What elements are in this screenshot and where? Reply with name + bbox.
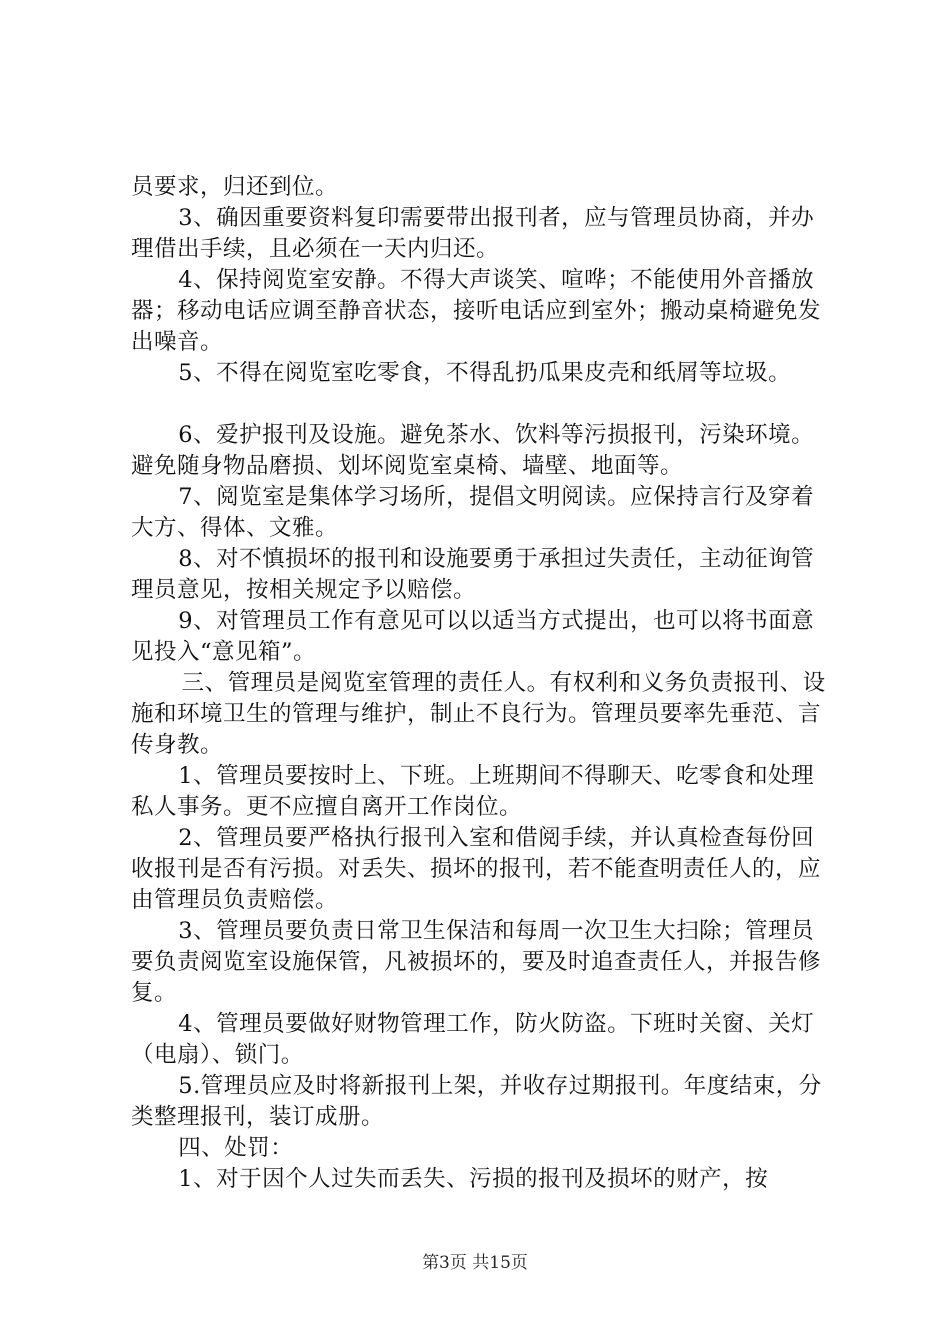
paragraph-admin-5: 5.管理员应及时将新报刊上架，并收存过期报刊。年度结束，分类整理报刊，装订成册。 (131, 1073, 822, 1130)
paragraph-rule-6: 6、爱护报刊及设施。避免茶水、饮料等污损报刊，污染环境。避免随身物品磨损、划坏阅览室桌椅、墙壁、地面等。 (131, 422, 815, 479)
paragraph-admin-4: 4、管理员要做好财物管理工作，防火防盗。下班时关窗、关灯（电扇）、锁门。 (131, 1011, 815, 1068)
page-number-footer: 第3页 共15页 (422, 1253, 528, 1273)
paragraph-rule-8: 8、对不慎损坏的报刊和设施要勇于承担过失责任，主动征询管理员意见，按相关规定予以赔偿。 (131, 546, 815, 603)
paragraph-penalty-1: 1、对于因个人过失而丢失、污损的报刊及损坏的财产，按 (178, 1166, 769, 1192)
paragraph-rule-7: 7、阅览室是集体学习场所，提倡文明阅读。应保持言行及穿着大方、得体、文雅。 (131, 484, 815, 541)
paragraph-admin-2: 2、管理员要严格执行报刊入室和借阅手续，并认真检查每份回收报刊是否有污损。对丢失、损坏的报刊，若不能查明责任人的，应由管理员负责赔偿。 (131, 825, 822, 913)
paragraph-admin-1: 1、管理员要按时上、下班。上班期间不得聊天、吃零食和处理私人事务。更不应擅自离开工作岗位。 (131, 763, 815, 820)
document-body (131, 172, 836, 1195)
paragraph-continuation: 员要求，归还到位。 (131, 174, 339, 200)
section-heading-4: 四、处罚： (178, 1135, 294, 1161)
paragraph-admin-3: 3、管理员要负责日常卫生保洁和每周一次卫生大扫除；管理员要负责阅览室设施保管，凡被损坏的，要及时追查责任人，并报告修复。 (131, 918, 822, 1006)
section-heading-3: 三、管理员是阅览室管理的责任人。有权利和义务负责报刊、设施和环境卫生的管理与维护，制止不良行为。管理员要率先垂范、言传身教。 (131, 670, 826, 758)
paragraph-rule-4: 4、保持阅览室安静。不得大声谈笑、喧哗；不能使用外音播放器；移动电话应调至静音状态，接听电话应到室外；搬动桌椅避免发出噪音。 (131, 267, 822, 355)
paragraph-rule-5: 5、不得在阅览室吃零食，不得乱扔瓜果皮壳和纸屑等垃圾。 (178, 360, 792, 386)
paragraph-rule-3: 3、确因重要资料复印需要带出报刊者，应与管理员协商，并办理借出手续，且必须在一天内归还。 (131, 205, 815, 262)
paragraph-rule-9: 9、对管理员工作有意见可以以适当方式提出，也可以将书面意见投入“意见箱”。 (131, 608, 815, 665)
